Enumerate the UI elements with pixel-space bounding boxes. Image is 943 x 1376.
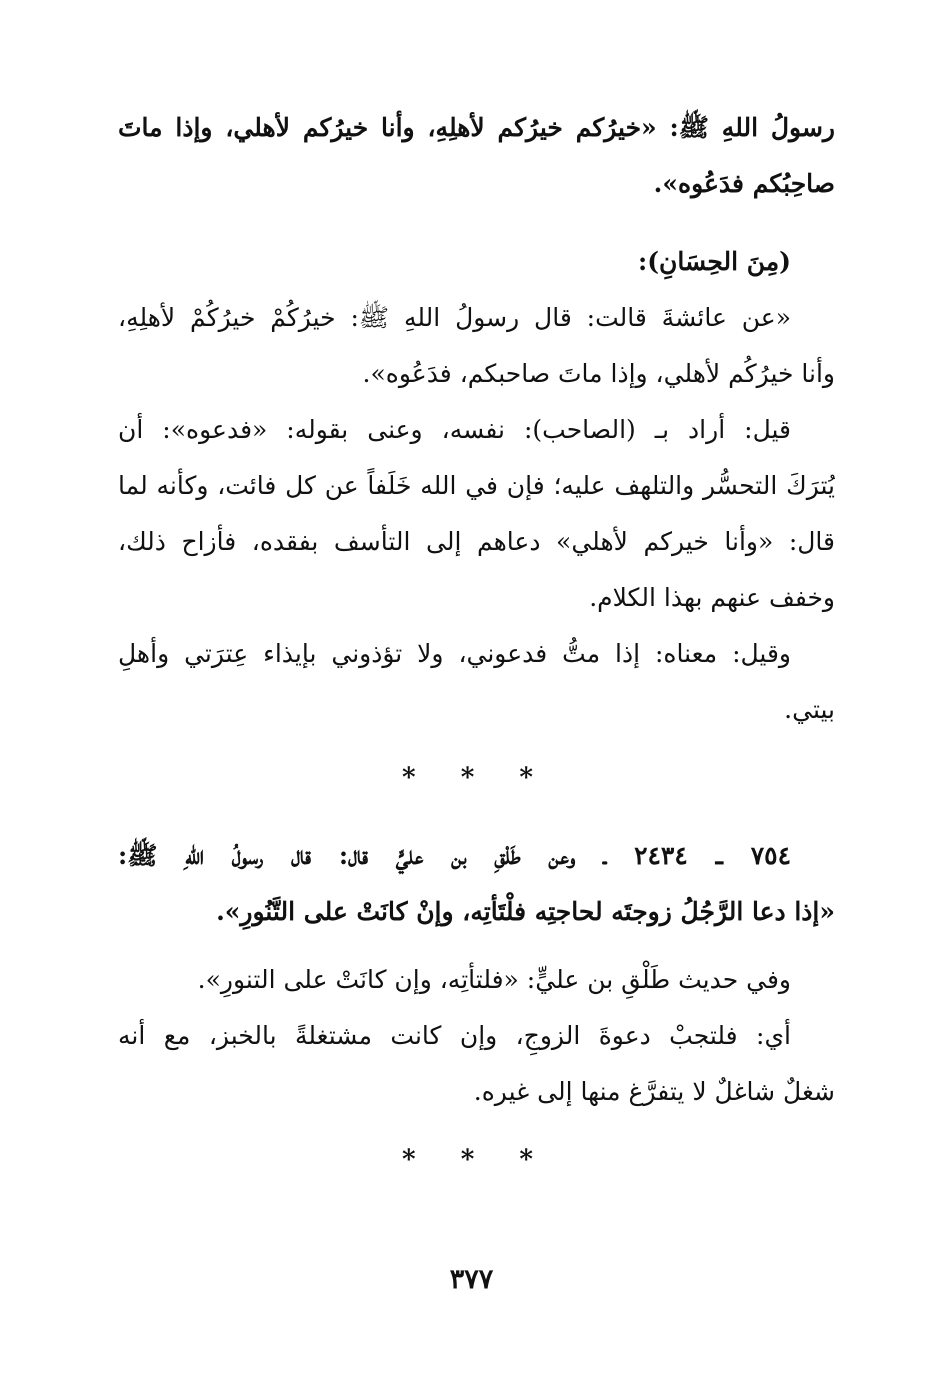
- paragraph-aisha-narration: [118, 290, 835, 402]
- text-line: بيتي.: [784, 695, 835, 724]
- text-line: وفي حديث طَلْقِ بن عليٍّ: «فلتأتِه، وإن كانَتْ على التنورِ».: [197, 965, 791, 994]
- text-line: قال: «وأنا خيركم لأهلي» دعاهم إلى التأسف بفقده، فأزاح ذلك،: [118, 527, 835, 556]
- page-number: ٣٧٧: [449, 1264, 494, 1295]
- text-line: «عن عائشةَ قالت: قال رسولُ اللهِ ﷺ: خيرُكُمْ خيرُكُمْ لأهلِهِ،: [118, 303, 791, 332]
- section-separator: * * *: [402, 1145, 551, 1175]
- text-line: أي: فلتجبْ دعوةَ الزوجِ، وإن كانت مشتغلةً بالخبز، مع أنه: [118, 1021, 791, 1050]
- text-line: «إذا دعا الرَّجُلُ زوجتَه لحاجتِه فلْتَأتِه، وإنْ كانَتْ على التَّنُورِ».: [216, 897, 835, 926]
- paragraph-commentary-1: [118, 402, 835, 626]
- text-line: وخفف عنهم بهذا الكلام.: [589, 583, 835, 612]
- text-line: ٧٥٤ ـ ٢٤٣٤ ـ وعن طَلْقِ بن عليٍّ قال: قال رسولُ اللهِ ﷺ:: [118, 841, 792, 870]
- text-line: وأنا خيرُكُم لأهلي، وإذا ماتَ صاحبكم، فدَعُوه».: [362, 359, 835, 388]
- hadith-754: [118, 828, 835, 940]
- paragraph-talq-variant: [118, 952, 835, 1008]
- text-line: شغلٌ شاغلٌ لا يتفرَّغ منها إلى غيره.: [473, 1077, 835, 1106]
- paragraph-explanation: [118, 1008, 835, 1120]
- paragraph-commentary-2: [118, 626, 835, 738]
- section-heading: (مِنَ الحِسَانِ):: [638, 247, 791, 276]
- text-line: قيل: أراد بـ (الصاحب): نفسه، وعنى بقوله: «فدعوه»: أن: [118, 415, 791, 444]
- paragraph-hadith-ending: [118, 100, 835, 212]
- section-separator: * * *: [402, 763, 551, 793]
- text-line: صاحِبُكم فدَعُوه».: [653, 169, 835, 198]
- text-line: رسولُ اللهِ ﷺ: «خيرُكم خيرُكم لأهلِهِ، وأنا خيرُكم لأهلي، وإذا ماتَ: [118, 113, 835, 142]
- text-line: يُترَكَ التحسُّر والتلهف عليه؛ فإن في الله خَلَفاً عن كل فائت، وكأنه لما: [118, 471, 835, 500]
- text-line: وقيل: معناه: إذا متُّ فدعوني، ولا تؤذوني بإيذاء عِترَتي وأهلِ: [118, 639, 791, 668]
